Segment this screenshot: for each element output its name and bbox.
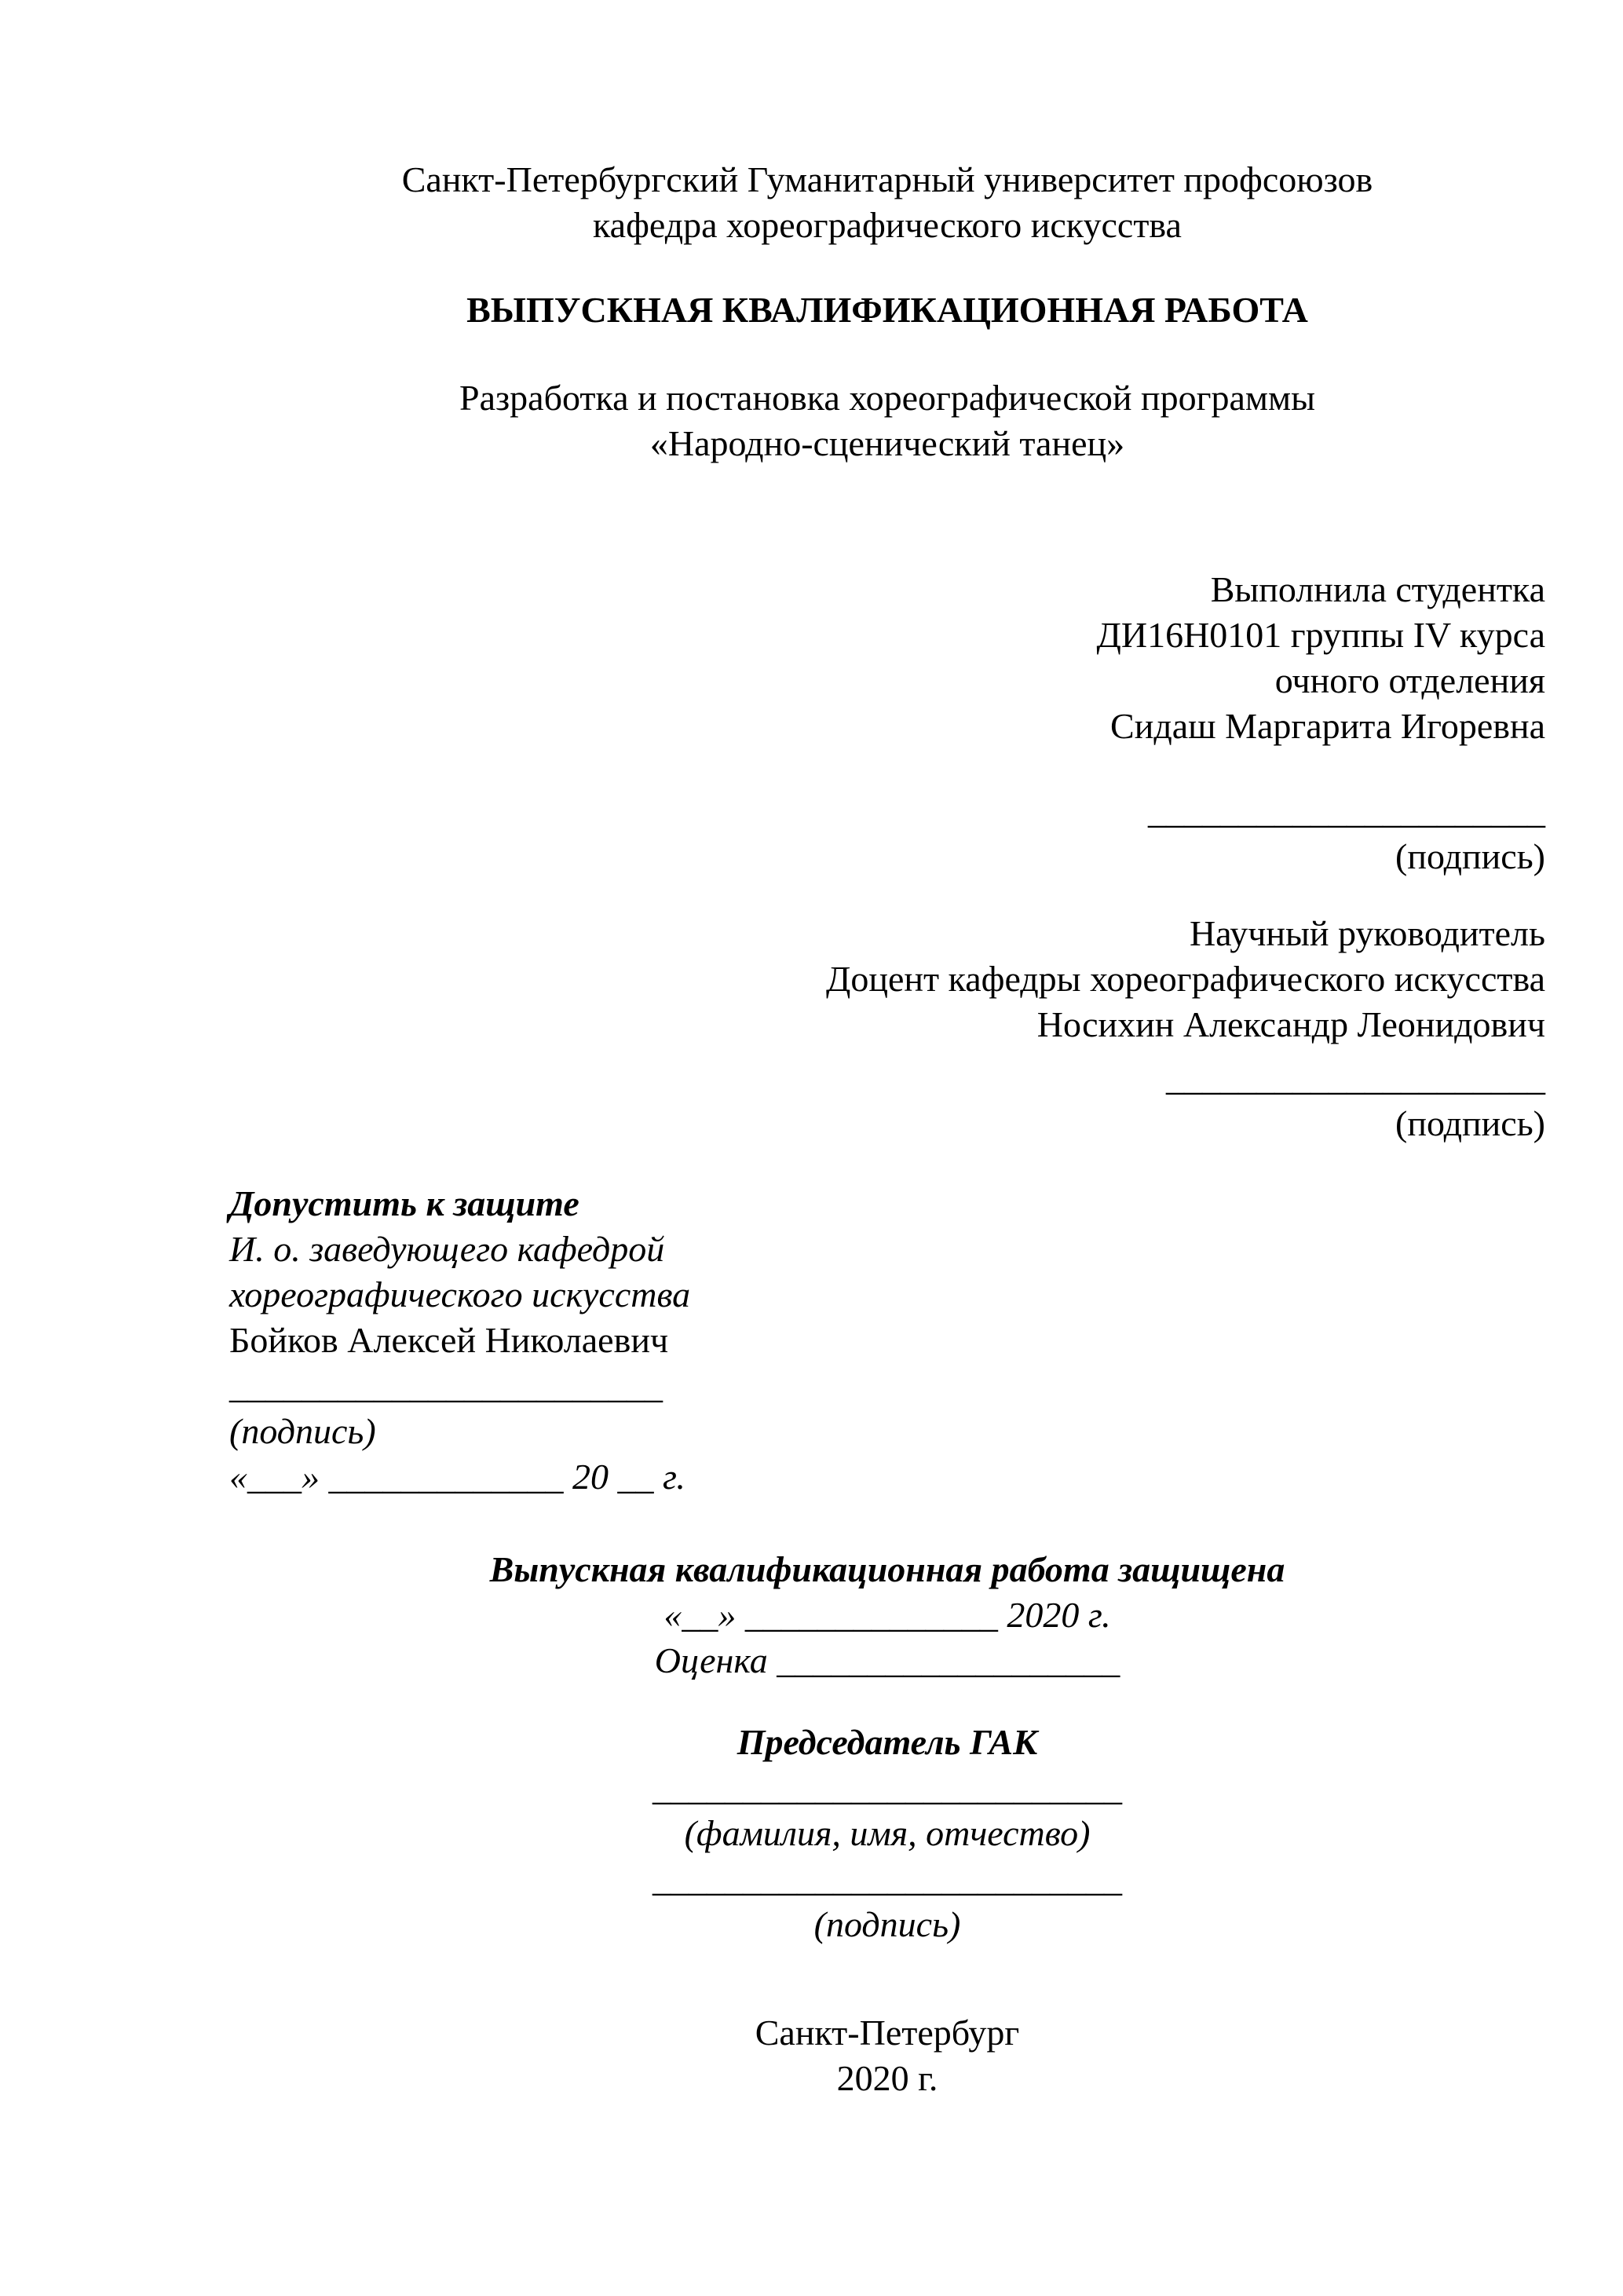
supervisor-position: Доцент кафедры хореографического искусства — [825, 959, 1545, 999]
admission-position-1: И. о. заведующего кафедрой — [229, 1229, 665, 1269]
footer-year: 2020 г. — [836, 2058, 938, 2098]
topic-line-2: «Народно-сценический танец» — [649, 423, 1125, 463]
document-type: ВЫПУСКНАЯ КВАЛИФИКАЦИОННАЯ РАБОТА — [466, 290, 1308, 330]
supervisor-sign-label: (подпись) — [1395, 1103, 1545, 1143]
admission-sign-label: (подпись) — [229, 1411, 376, 1451]
thesis-topic — [220, 375, 1555, 466]
admission-name: Бойков Алексей Николаевич — [229, 1320, 669, 1360]
supervisor-name: Носихин Александр Леонидович — [1036, 1004, 1545, 1044]
student-group: ДИ16Н0101 группы IV курса — [1096, 615, 1545, 655]
student-block — [707, 567, 1545, 749]
chairman-name-label: (фамилия, имя, отчество) — [684, 1813, 1091, 1853]
topic-line-1: Разработка и постановка хореографической программы — [459, 378, 1315, 418]
student-sign-line: ______________________ — [1148, 791, 1545, 831]
defense-grade-line: Оценка ___________________ — [654, 1640, 1120, 1680]
defense-block — [259, 1547, 1515, 1684]
document-title — [220, 287, 1555, 333]
supervisor-block — [707, 911, 1545, 1047]
admission-sign-line: ________________________ — [229, 1366, 663, 1406]
university-header — [220, 157, 1555, 248]
student-sign-label: (подпись) — [1395, 836, 1545, 876]
footer-city: Санкт-Петербург — [755, 2013, 1020, 2053]
chairman-heading: Председатель ГАК — [737, 1722, 1038, 1762]
admission-block — [229, 1181, 1014, 1500]
admission-position-2: хореографического искусства — [229, 1274, 691, 1314]
chairman-sign-label: (подпись) — [813, 1904, 961, 1944]
student-role: Выполнила студентка — [1210, 569, 1545, 609]
supervisor-sign-line: _____________________ — [1166, 1058, 1545, 1098]
admission-heading: Допустить к защите — [229, 1183, 579, 1223]
chairman-block — [259, 1720, 1515, 1947]
supervisor-signature — [707, 1055, 1545, 1146]
university-name: Санкт-Петербургский Гуманитарный университет профсоюзов — [401, 159, 1373, 199]
department-name: кафедра хореографического искусства — [593, 205, 1182, 245]
student-form: очного отделения — [1274, 660, 1545, 700]
chairman-name-line: __________________________ — [652, 1768, 1122, 1808]
admission-date-line: «___» _____________ 20 __ г. — [229, 1457, 685, 1497]
supervisor-role: Научный руководитель — [1189, 913, 1545, 953]
defense-date-line: «__» ______________ 2020 г. — [663, 1595, 1111, 1635]
chairman-sign-line: __________________________ — [652, 1859, 1122, 1899]
defense-heading: Выпускная квалификационная работа защищена — [489, 1549, 1285, 1589]
footer-block — [259, 2010, 1515, 2101]
student-signature — [707, 788, 1545, 879]
student-name: Сидаш Маргарита Игоревна — [1110, 706, 1545, 746]
